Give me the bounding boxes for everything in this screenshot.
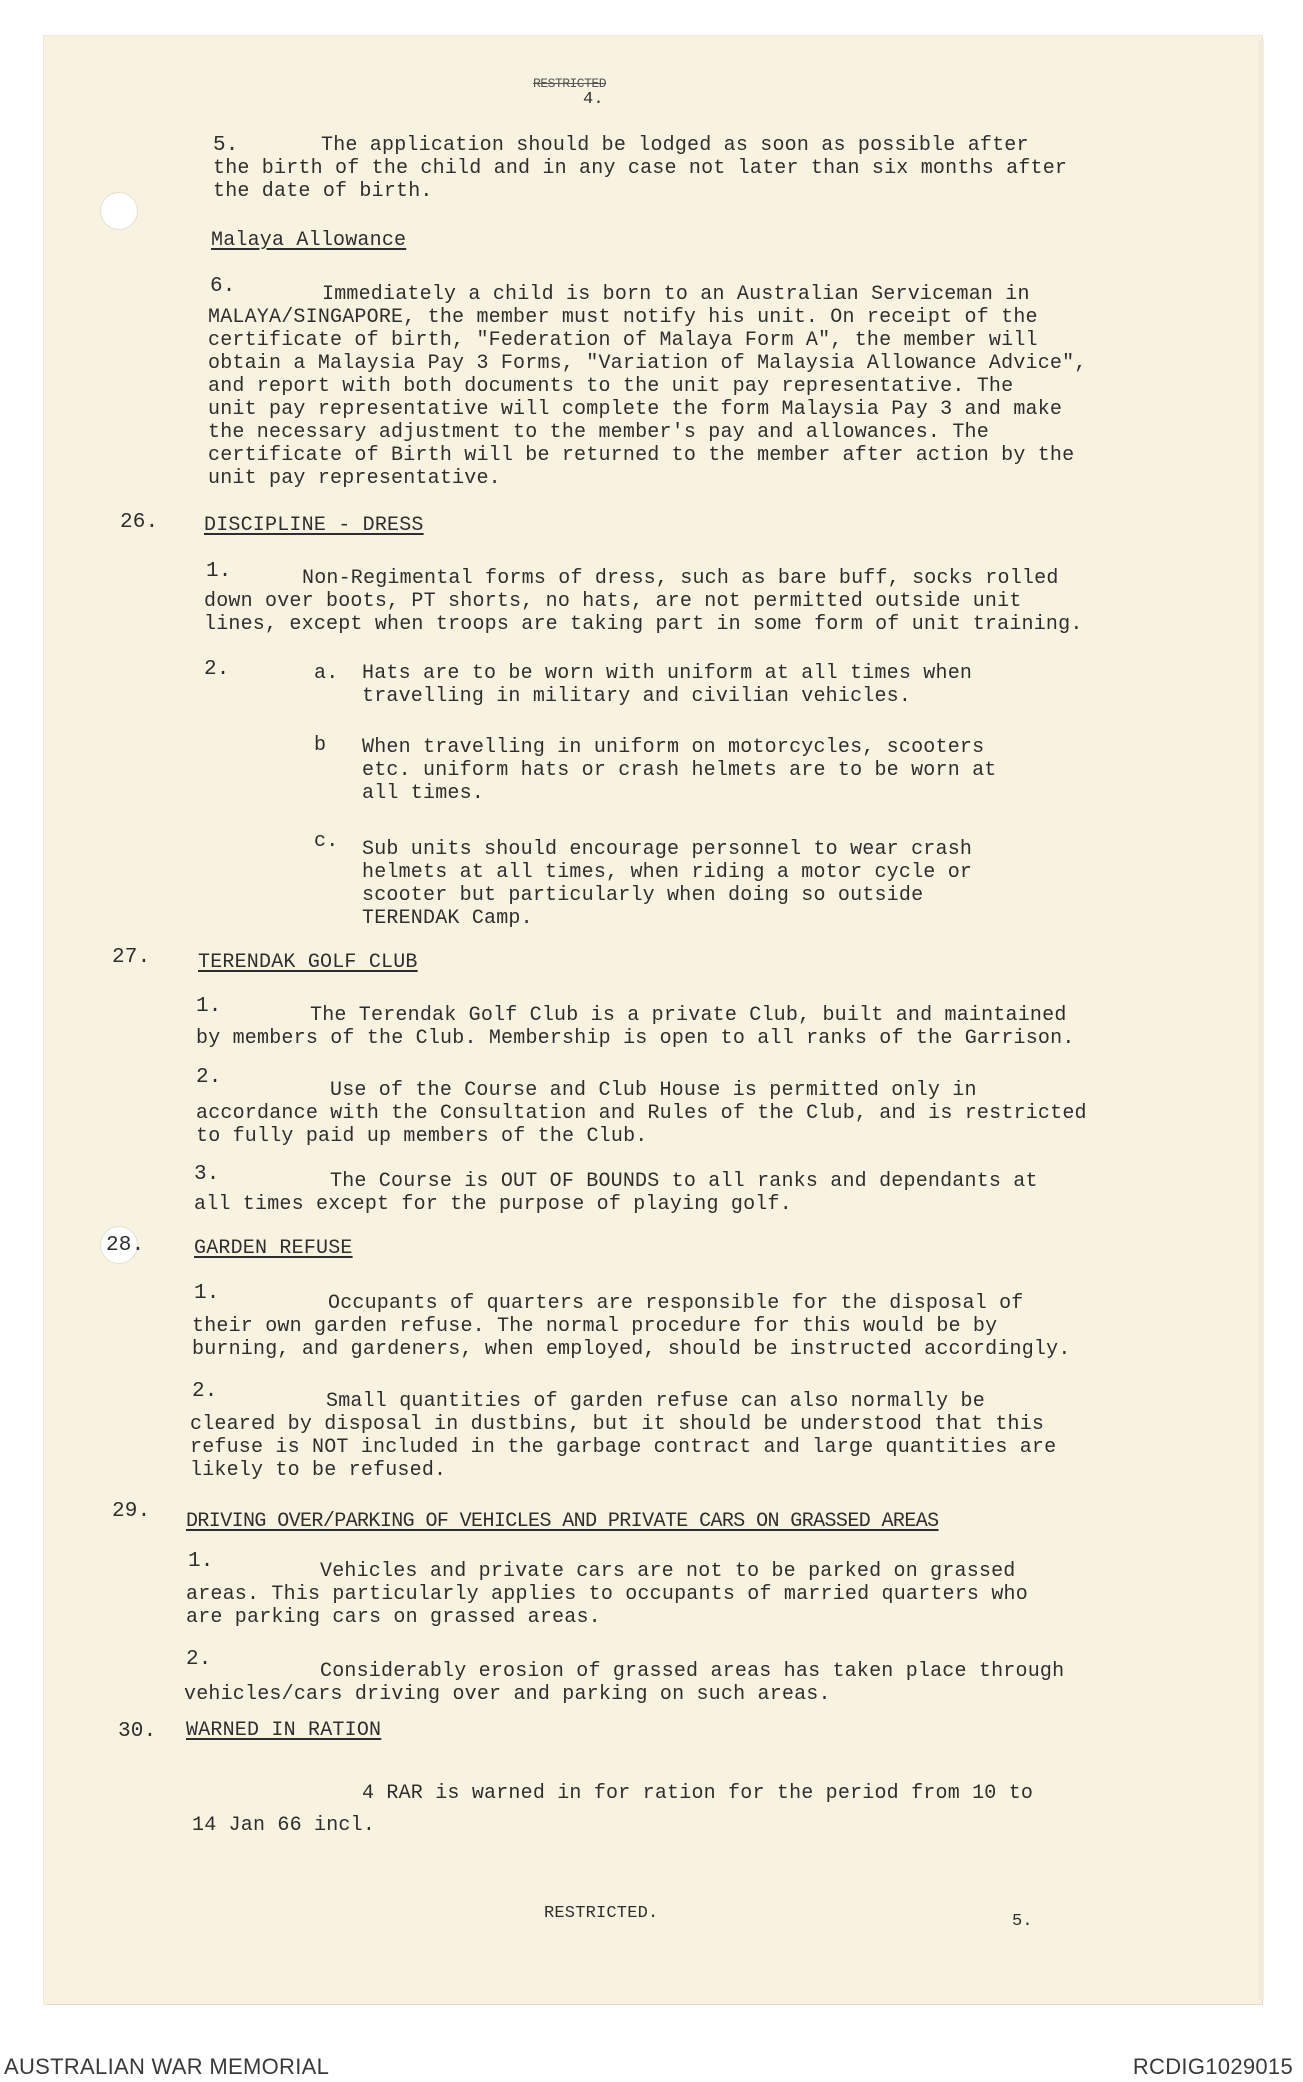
paragraph-golf-3: The Course is OUT OF BOUNDS to all ranks and dependants at all times except for the purpose of playing golf. — [194, 1170, 1038, 1216]
page-number: 4. — [583, 90, 604, 109]
paragraph-refuse-2: Small quantities of garden refuse can also normally be cleared by disposal in dustbins, but it should be understood that this refuse is NOT included in the garbage contract and large quantities are likely to be refused. — [190, 1390, 1057, 1482]
item-number: 6. — [210, 275, 236, 298]
paragraph-golf-2: Use of the Course and Club House is permitted only in accordance with the Consultation and Rules of the Club, and is restricted to fully paid up members of the Club. — [196, 1079, 1087, 1148]
item-number: 1. — [188, 1550, 214, 1573]
archive-id: RCDIG1029015 — [1132, 2054, 1293, 2079]
section-heading-garden-refuse: GARDEN REFUSE — [194, 1237, 353, 1260]
sub-item-letter: a. — [314, 662, 339, 685]
paragraph-golf-1: The Terendak Golf Club is a private Club, built and maintained by members of the Club. Membership is open to all ranks of the Garrison. — [196, 1004, 1075, 1050]
sub-item-b: When travelling in uniform on motorcycles, scooters etc. uniform hats or crash helmets are to be worn at all times. — [362, 736, 997, 805]
section-number: 29. — [112, 1500, 151, 1523]
sub-item-letter: c. — [314, 830, 339, 853]
section-heading-warned-in-ration: WARNED IN RATION — [186, 1719, 382, 1742]
subheading-malaya-allowance: Malaya Allowance — [211, 229, 407, 252]
section-number: 27. — [112, 946, 151, 969]
sub-item-c: Sub units should encourage personnel to wear crash helmets at all times, when riding a motor cycle or scooter but particularly when doing so outside TERENDAK Camp. — [362, 838, 973, 930]
paragraph-item5: The application should be lodged as soon as possible after the birth of the child and in any case not later than six months after the date of birth. — [213, 134, 1068, 203]
sub-item-letter: b — [314, 734, 327, 757]
section-number: 26. — [120, 511, 159, 534]
item-number: 5. — [213, 134, 239, 157]
punch-hole — [100, 192, 138, 230]
paragraph-driving-1: Vehicles and private cars are not to be parked on grassed areas. This particularly applies to occupants of married quarters who are parking cars on grassed areas. — [186, 1560, 1028, 1629]
item-number: 2. — [204, 658, 230, 681]
section-heading-driving-parking: DRIVING OVER/PARKING OF VEHICLES AND PRIVATE CARS ON GRASSED AREAS — [186, 1510, 939, 1533]
item-number: 2. — [196, 1066, 222, 1089]
item-number: 2. — [186, 1648, 212, 1671]
section-heading-discipline-dress: DISCIPLINE - DRESS — [204, 514, 424, 537]
paragraph-driving-2: Considerably erosion of grassed areas has taken place through vehicles/cars driving over and parking on such areas. — [184, 1660, 1065, 1706]
paragraph-item6: Immediately a child is born to an Australian Serviceman in MALAYA/SINGAPORE, the member must notify his unit. On receipt of the certificate of birth, "Federation of Malaya Form A", the member will obtain a Malaysia Pay 3 Forms, "Variation of Malaysia Allowance Advice", and report with both documents to the unit pay representative. The unit pay representative will complete the form Malaysia Pay 3 and make the necessary adjustment to the member's pay and allowances. The certificate of Birth will be returned to the member after action by the unit pay representative. — [208, 283, 1087, 490]
paragraph-dress-1: Non-Regimental forms of dress, such as bare buff, socks rolled down over boots, PT shorts, no hats, are not permitted outside unit lines, except when troops are taking part in some form of unit training. — [204, 567, 1083, 636]
item-number: 3. — [194, 1163, 220, 1186]
archive-credit: AUSTRALIAN WAR MEMORIAL — [4, 2054, 330, 2079]
item-number: 2. — [192, 1380, 218, 1403]
item-number: 1. — [196, 995, 222, 1018]
footer-marking: RESTRICTED. — [544, 1904, 659, 1923]
header-marking: RESTRICTED — [533, 76, 607, 91]
section-number: 28. — [106, 1234, 145, 1257]
item-number: 1. — [206, 560, 232, 583]
paragraph-refuse-1: Occupants of quarters are responsible for the disposal of their own garden refuse. The normal procedure for this would be by burning, and gardeners, when employed, should be instructed accordingly. — [192, 1292, 1071, 1361]
paragraph-ration: 4 RAR is warned in for ration for the period from 10 to 14 Jan 66 incl. — [192, 1782, 1034, 1837]
item-number: 1. — [194, 1282, 220, 1305]
page-edge — [1258, 40, 1264, 2000]
section-heading-golf-club: TERENDAK GOLF CLUB — [198, 951, 418, 974]
section-number: 30. — [118, 1720, 157, 1743]
next-page-number: 5. — [1012, 1912, 1033, 1931]
sub-item-a: Hats are to be worn with uniform at all times when travelling in military and civilian vehicles. — [362, 662, 973, 708]
